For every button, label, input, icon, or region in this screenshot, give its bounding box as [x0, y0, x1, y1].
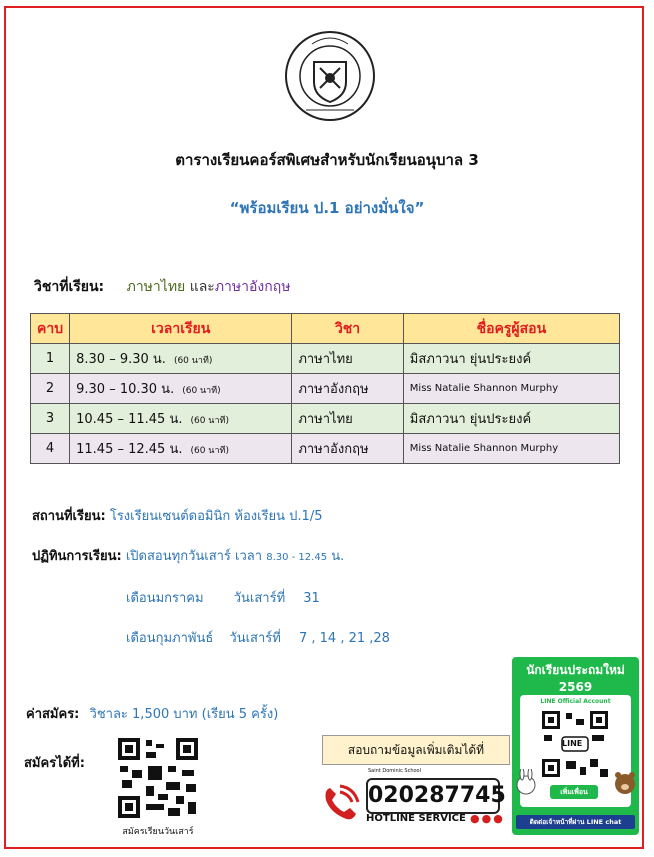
time-text: 11.45 – 12.45 น.	[76, 442, 183, 457]
contact-info-box: สอบถามข้อมูลเพิ่มเติมได้ที่	[322, 735, 510, 765]
time-cell	[70, 404, 292, 434]
line-qr-label: LINE	[562, 739, 583, 748]
fee-label: ค่าสมัคร:	[26, 707, 80, 722]
teacher-cell: Miss Natalie Shannon Murphy	[403, 374, 619, 404]
teacher-cell: Miss Natalie Shannon Murphy	[403, 434, 619, 464]
teacher-cell: มิสภาวนา ยุ่นประยงค์	[403, 344, 619, 374]
cony-character-icon	[516, 769, 536, 795]
schedule-header-row	[31, 314, 620, 344]
table-row	[31, 374, 620, 404]
line-official-card	[512, 657, 639, 835]
period-cell: 1	[31, 344, 70, 374]
period-cell: 2	[31, 374, 70, 404]
line-add-friend-button[interactable]: เพิ่มเพื่อน	[550, 785, 598, 799]
calendar-label: ปฏิทินการเรียน:	[32, 549, 122, 564]
month-row-february	[126, 627, 390, 648]
subject-cell: ภาษาอังกฤษ	[292, 374, 403, 404]
document-subtitle: “พร้อมเรียน ป.1 อย่างมั่นใจ”	[229, 199, 425, 217]
calendar-value: เปิดสอนทุกวันเสาร์ เวลา	[125, 549, 263, 564]
line-card-year: 2569	[558, 680, 593, 694]
school-logo	[284, 24, 376, 128]
location-line	[32, 505, 322, 526]
duration-text: (60 นาที)	[190, 446, 229, 456]
hotline-dots-icon: ●●●	[470, 812, 505, 825]
time-cell	[70, 434, 292, 464]
apply-qr-code[interactable]	[116, 736, 200, 820]
period-cell: 3	[31, 404, 70, 434]
calendar-line	[32, 545, 344, 566]
subject-thai: ภาษาไทย	[126, 279, 186, 295]
line-account-label: LINE Official Account	[540, 698, 611, 705]
saturday-label: วันเสาร์ที่	[233, 591, 286, 606]
location-label: สถานที่เรียน:	[32, 509, 106, 524]
table-row	[31, 404, 620, 434]
time-text: 10.45 – 11.45 น.	[76, 412, 183, 427]
hotline-school-name: Saint Dominic School	[368, 768, 422, 774]
header-period: คาบ	[31, 314, 70, 344]
time-text: 8.30 – 9.30 น.	[76, 352, 166, 367]
duration-text: (60 นาที)	[182, 386, 221, 396]
phone-icon	[320, 782, 362, 824]
line-card-footer: ติดต่อเจ้าหน้าที่ผ่าน LINE chat	[516, 815, 635, 829]
line-card-title: นักเรียนประถมใหม่	[526, 663, 625, 677]
header-time: เวลาเรียน	[70, 314, 292, 344]
saturday-label: วันเสาร์ที่	[229, 631, 281, 646]
table-row	[31, 434, 620, 464]
month-name: เดือนกุมภาพันธ์	[126, 631, 214, 646]
brown-bear-icon	[614, 771, 636, 795]
fee-value: วิชาละ 1,500 บาท (เรียน 5 ครั้ง)	[89, 707, 279, 722]
apply-label: สมัครได้ที่:	[24, 756, 85, 771]
location-value: โรงเรียนเซนต์ดอมินิก ห้องเรียน ป.1/5	[109, 509, 323, 524]
subject-english: ภาษาอังกฤษ	[214, 279, 291, 295]
saturday-dates: 31	[303, 591, 320, 606]
header-teacher: ชื่อครูผู้สอน	[403, 314, 619, 344]
subject-conjunction: และ	[189, 279, 215, 295]
teacher-cell: มิสภาวนา ยุ่นประยงค์	[403, 404, 619, 434]
saturday-dates: 7 , 14 , 21 ,28	[298, 631, 390, 646]
duration-text: (60 นาที)	[190, 416, 229, 426]
time-cell	[70, 374, 292, 404]
subject-cell: ภาษาไทย	[292, 404, 403, 434]
fee-line	[26, 703, 278, 724]
hotline-phone-number[interactable]: 020287745	[366, 778, 500, 814]
duration-text: (60 นาที)	[173, 356, 213, 366]
time-cell	[70, 344, 292, 374]
month-name: เดือนมกราคม	[126, 591, 204, 606]
schedule-table	[30, 313, 620, 464]
subject-cell: ภาษาไทย	[292, 344, 403, 374]
subjects-line	[34, 276, 290, 298]
period-cell: 4	[31, 434, 70, 464]
header-subject: วิชา	[292, 314, 403, 344]
time-text: 9.30 – 10.30 น.	[76, 382, 175, 397]
hotline-service-label: HOTLINE SERVICE	[366, 813, 466, 824]
subjects-label: วิชาที่เรียน:	[34, 279, 105, 295]
document-title: ตารางเรียนคอร์สพิเศษสำหรับนักเรียนอนุบาล 3	[175, 151, 479, 169]
month-row-january	[126, 587, 320, 608]
calendar-time: 8.30 - 12.45	[266, 552, 328, 563]
table-row	[31, 344, 620, 374]
calendar-unit: น.	[331, 549, 345, 564]
apply-qr-caption: สมัครเรียนวันเสาร์	[122, 827, 194, 837]
subject-cell: ภาษาอังกฤษ	[292, 434, 403, 464]
